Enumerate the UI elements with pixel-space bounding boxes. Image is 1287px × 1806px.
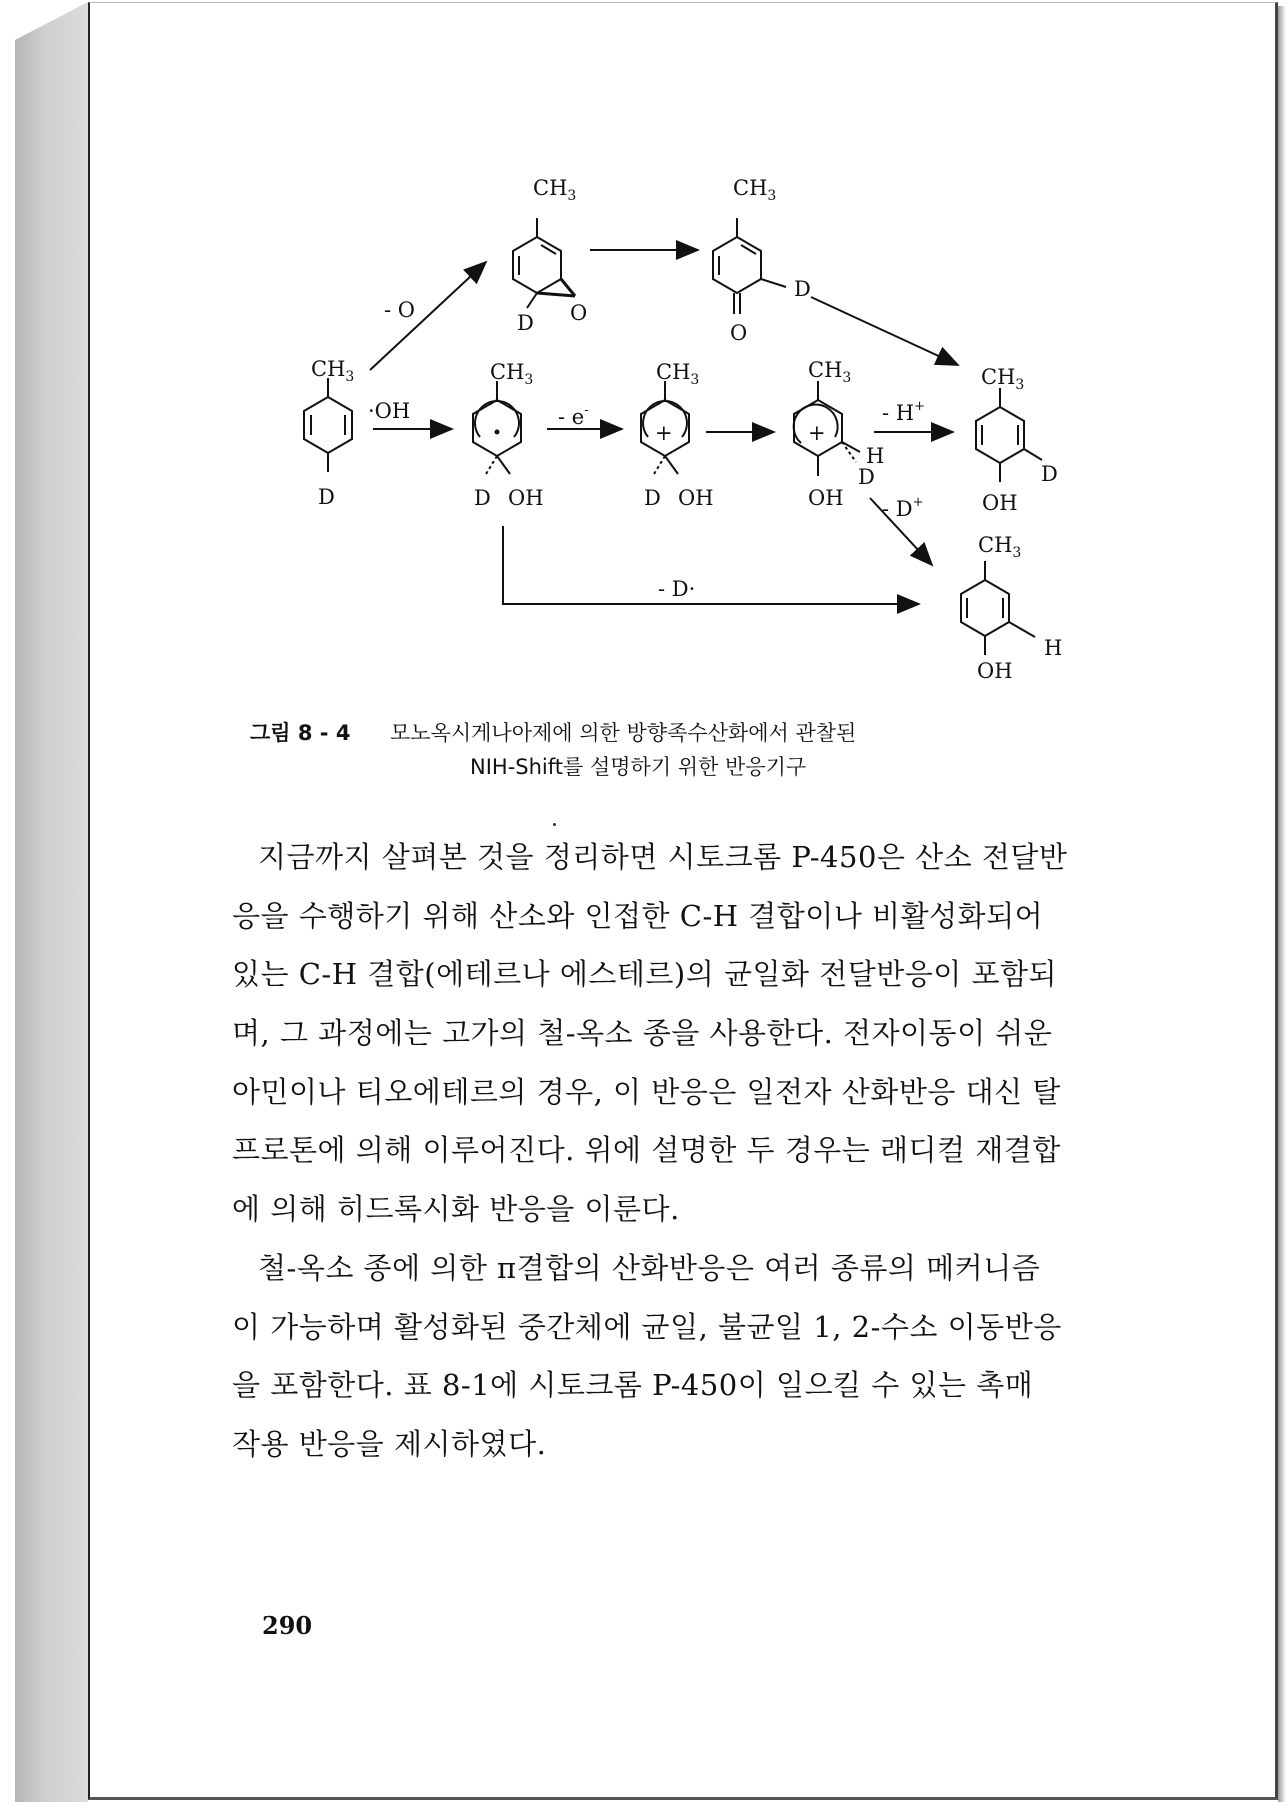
deuterated-cresol-product <box>976 388 1042 482</box>
radical-dot-mark <box>495 430 500 435</box>
label-minus-o: - O <box>384 298 415 322</box>
stray-dot <box>553 823 556 826</box>
label-d-oxide: D <box>517 311 534 335</box>
figure-caption-line1: 모노옥시게나아제에 의한 방향족수산화에서 관찰된 <box>390 721 857 745</box>
label-ch3-dienone: $CH_3$ <box>733 176 777 204</box>
label-d-toluene: D <box>318 485 335 509</box>
paragraph-line: 아민이나 티오에테르의 경우, 이 반응은 일전자 산화반응 대신 탈 <box>232 1074 1061 1109</box>
label-oh-product-d: OH <box>982 491 1018 515</box>
body-text <box>232 835 1132 1481</box>
nih-shifted-cation-molecule <box>794 381 860 476</box>
label-plus-cation: + <box>655 421 673 445</box>
label-oh-product-h: OH <box>977 659 1013 683</box>
arrow-dienone-to-product <box>811 297 958 365</box>
paragraph-line: 이 가능하며 활성화된 중간체에 균일, 불균일 1, 2-수소 이동반응 <box>232 1309 1062 1344</box>
page-number: 290 <box>262 1611 313 1640</box>
label-d-adduct: D <box>474 486 491 510</box>
label-d-product: D <box>1041 462 1058 486</box>
label-oh-shifted: OH <box>808 486 844 510</box>
label-ch3-adduct: $CH_3$ <box>490 360 534 388</box>
label-o-dienone: O <box>730 321 748 345</box>
hydroxy-radical-adduct-molecule <box>473 381 521 474</box>
label-ch3-toluene: $CH_3$ <box>311 357 355 385</box>
figure-caption-label: 그림 8 - 4 <box>250 721 351 745</box>
arene-oxide-molecule <box>513 218 575 308</box>
protio-cresol-product <box>961 561 1035 655</box>
paragraph-line: 철-옥소 종에 의한 π결합의 산화반응은 여러 종류의 메커니즘 <box>258 1250 1041 1285</box>
label-d-shifted: D <box>858 465 875 489</box>
paragraph-line: 프로톤에 의해 이루어진다. 위에 설명한 두 경우는 래디컬 재결합 <box>232 1133 1061 1168</box>
label-minus-h: - H+ <box>882 399 925 425</box>
paragraph-line: 며, 그 과정에는 고가의 철-옥소 종을 사용한다. 전자이동이 쉬운 <box>232 1016 1053 1051</box>
label-o-oxide: O <box>570 301 588 325</box>
label-h-product: H <box>1044 636 1063 660</box>
label-d-cation: D <box>644 486 661 510</box>
label-h-shifted: H <box>866 444 885 468</box>
figure-caption-line2: NIH-Shift를 설명하기 위한 반응기구 <box>470 755 807 779</box>
figure-caption <box>250 717 1110 749</box>
dienone-molecule <box>713 218 786 314</box>
label-ch3-product-h: $CH_3$ <box>978 533 1022 561</box>
label-d-dienone: D <box>794 277 811 301</box>
label-oh-cation: OH <box>678 486 714 510</box>
paragraph-line: 지금까지 살펴본 것을 정리하면 시토크롬 P-450은 산소 전달반 <box>258 840 1068 874</box>
paragraph-line: 에 의해 히드록시화 반응을 이룬다. <box>232 1192 680 1227</box>
label-minus-d: - D+ <box>882 495 924 521</box>
paragraph-line: 을 포함한다. 표 8-1에 시토크롬 P-450이 일으킬 수 있는 촉매 <box>232 1368 1034 1403</box>
paragraph-line: 응을 수행하기 위해 산소와 인접한 C-H 결합이나 비활성화되어 <box>232 898 1044 933</box>
label-ch3-shifted: $CH_3$ <box>808 358 852 386</box>
label-ch3-cation: $CH_3$ <box>656 360 700 388</box>
label-ch3-product-d: $CH_3$ <box>981 365 1025 393</box>
toluene-d-molecule <box>304 378 352 472</box>
label-minus-e: - e- <box>558 403 589 429</box>
label-minus-d-radical: - D· <box>658 577 696 601</box>
reaction-scheme-figure <box>0 0 1287 700</box>
paragraph-line: 있는 C-H 결합(에테르나 에스테르)의 균일화 전달반응이 포함되 <box>232 957 1058 992</box>
paragraph-line: 작용 반응을 제시하였다. <box>232 1426 547 1461</box>
label-oh-radical: ·OH <box>368 399 411 423</box>
label-ch3-oxide: $CH_3$ <box>533 176 577 204</box>
label-oh-adduct: OH <box>508 486 544 510</box>
arrow-deuterium-radical-loss <box>503 526 919 604</box>
label-plus-shifted: + <box>808 421 826 445</box>
